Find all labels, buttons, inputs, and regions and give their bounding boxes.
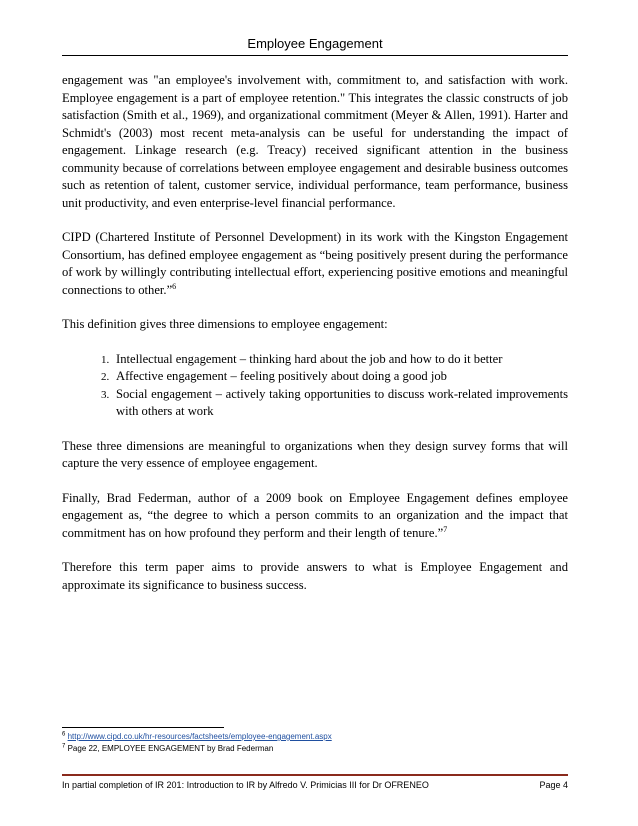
paragraph-dimensions-intro bbox=[62, 316, 568, 334]
footnote-divider bbox=[62, 727, 224, 728]
footnote-number: 6 bbox=[62, 731, 66, 738]
footnotes bbox=[62, 731, 568, 755]
footnote-ref[interactable]: 7 bbox=[443, 524, 448, 534]
page-footer bbox=[62, 780, 568, 790]
paragraph-cipd bbox=[62, 229, 568, 299]
footnote-number: 7 bbox=[62, 743, 66, 750]
list-item: 2. Affective engagement – feeling positively about doing a good job bbox=[112, 368, 568, 386]
paragraph-conclusion bbox=[62, 559, 568, 594]
footer-divider bbox=[62, 774, 568, 776]
footnote-item bbox=[62, 743, 568, 755]
paragraph-text: Therefore this term paper aims to provide answers to what is Employee Engagement and approximate its significance to business success. bbox=[62, 560, 568, 592]
list-item: 1. Intellectual engagement – thinking hard about the job and how to do it better bbox=[112, 351, 568, 369]
footnote-text: Page 22, EMPLOYEE ENGAGEMENT by Brad Federman bbox=[67, 744, 274, 753]
paragraph-text: These three dimensions are meaningful to organizations when they design survey forms that will capture the very essence of employee engagement. bbox=[62, 438, 568, 470]
dimensions-list bbox=[62, 351, 568, 421]
paragraph-text: This definition gives three dimensions to employee engagement: bbox=[62, 317, 388, 331]
page-header: Employee Engagement bbox=[247, 36, 383, 51]
footer-text: In partial completion of IR 201: Introduction to IR by Alfredo V. Primicias III for Dr OFRENEO bbox=[62, 780, 429, 790]
paragraph-engagement-definition bbox=[62, 72, 568, 212]
paragraph-text: Finally, Brad Federman, author of a 2009 book on Employee Engagement defines employee engagement as, “the degree to which a person commits to an organization and the impact that commitment has on how profound they perform and their length of tenure.” bbox=[62, 490, 568, 540]
page-number: Page 4 bbox=[539, 780, 568, 790]
footnote-item bbox=[62, 731, 568, 743]
paragraph-text: CIPD (Chartered Institute of Personnel Development) in its work with the Kingston Engagement Consortium, has defined employee engagement as “being positively present during the performance of work by willingly contributing intellectual effort, experiencing positive emotions and meaningful connections to other.” bbox=[62, 230, 568, 297]
document-body bbox=[62, 72, 568, 611]
footnote-link[interactable]: http://www.cipd.co.uk/hr-resources/factsheets/employee-engagement.aspx bbox=[67, 732, 332, 741]
paragraph-federman bbox=[62, 490, 568, 543]
footnote-ref[interactable]: 6 bbox=[172, 281, 177, 291]
list-item: 3. Social engagement – actively taking opportunities to discuss work-related improvements with others at work bbox=[112, 386, 568, 421]
paragraph-text: engagement was "an employee's involvement with, commitment to, and satisfaction with work. Employee engagement is a part of employee retention." This integrates the classic constructs of job satisfaction (Smith et al., 1969), and organizational commitment (Meyer & Allen, 1991). Harter and Schmidt's (2003) most recent meta-analysis can be useful for understanding the impact of engagement. Linkage research (e.g. Treacy) received significant attention in the business community because of correlations between employee engagement and desirable business outcomes such as retention of talent, customer service, individual performance, team performance, business unit productivity, and even enterprise-level financial performance. bbox=[62, 73, 568, 210]
paragraph-dimensions-meaning bbox=[62, 438, 568, 473]
header-divider bbox=[62, 55, 568, 56]
